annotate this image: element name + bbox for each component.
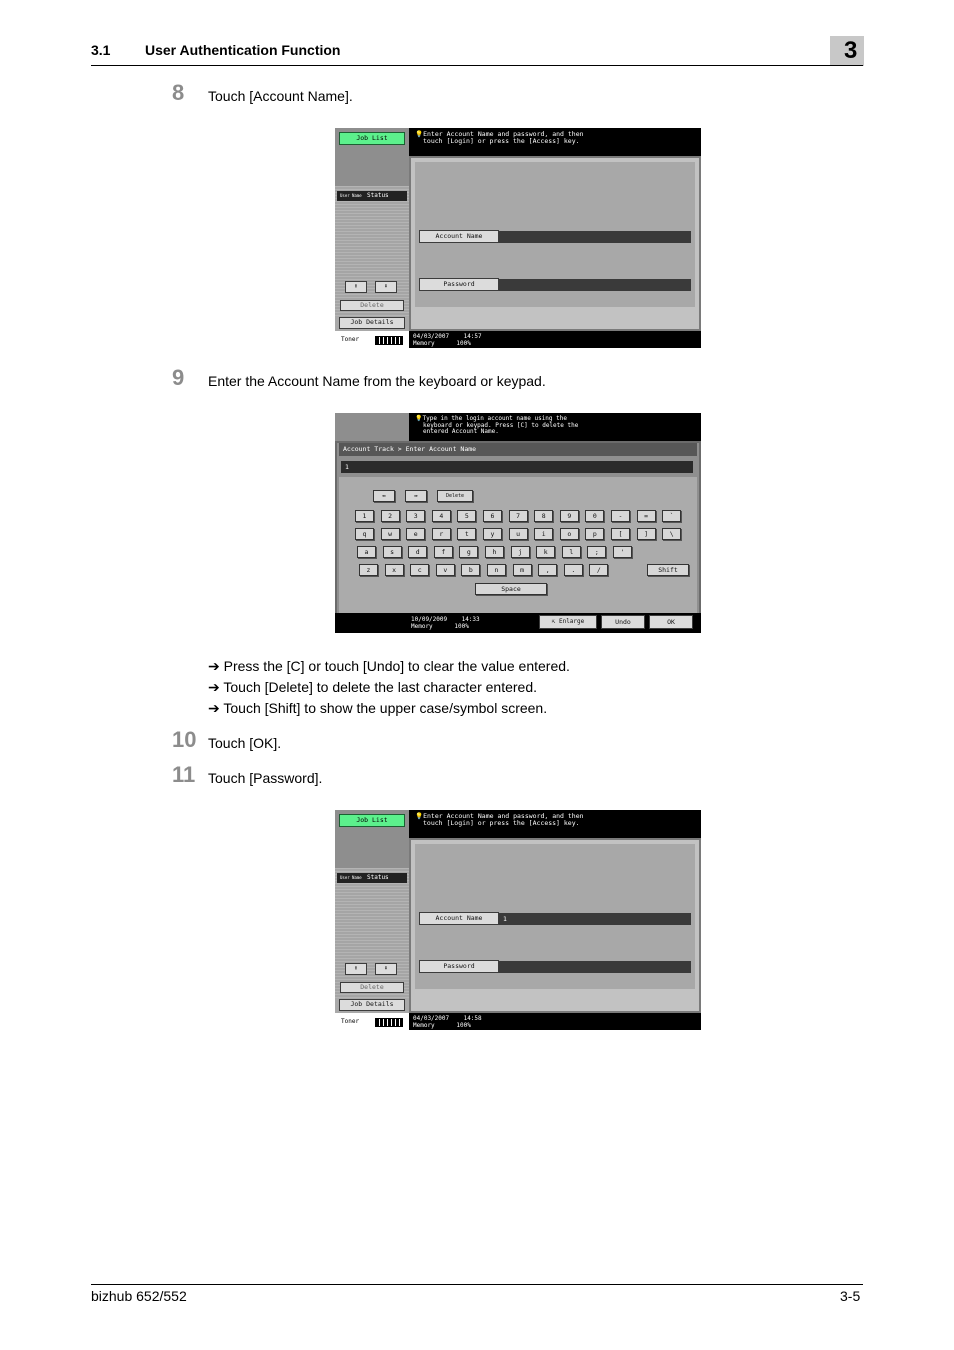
undo-button[interactable]: Undo <box>601 615 645 629</box>
account-name-field[interactable] <box>499 231 691 243</box>
account-name-button[interactable]: Account Name <box>419 230 499 243</box>
arrow-icon: ➔ <box>208 700 220 716</box>
keyboard-key[interactable]: 0 <box>585 510 604 522</box>
message-line: entered Account Name. <box>423 428 499 435</box>
account-name-input[interactable]: 1 <box>341 461 693 473</box>
cursor-right-key[interactable]: ➡ <box>405 490 427 502</box>
memory-label: Memory <box>411 623 433 630</box>
enlarge-button[interactable] <box>539 615 597 629</box>
keyboard-key[interactable]: ' <box>613 546 632 558</box>
keyboard-key[interactable]: , <box>538 564 557 576</box>
toner-indicator <box>335 1013 409 1030</box>
scroll-down-button[interactable]: ⬇ <box>375 281 397 293</box>
time-text: 14:57 <box>463 333 482 340</box>
keyboard-key[interactable]: m <box>513 564 532 576</box>
login-area <box>409 156 701 331</box>
password-field[interactable] <box>499 961 691 973</box>
keyboard-key[interactable]: a <box>357 546 376 558</box>
bulb-icon: 💡 <box>415 415 423 422</box>
section-number: 3.1 <box>91 42 111 58</box>
substep <box>208 679 537 695</box>
message-line: touch [Login] or press the [Access] key. <box>423 819 580 827</box>
user-name-column: User Name <box>340 875 362 880</box>
keyboard-screen <box>335 413 701 633</box>
keyboard-key[interactable]: y <box>483 528 502 540</box>
arrow-icon: ➔ <box>208 679 220 695</box>
keyboard-key[interactable]: 4 <box>432 510 451 522</box>
keyboard-key[interactable]: g <box>459 546 478 558</box>
footer-page-number: 3-5 <box>840 1288 861 1304</box>
message-bar <box>409 810 701 838</box>
step-text: Touch [Password]. <box>208 770 323 786</box>
keyboard-key[interactable]: 9 <box>560 510 579 522</box>
date-text: 10/09/2009 <box>411 616 448 623</box>
keyboard-key[interactable]: q <box>355 528 374 540</box>
keyboard-key[interactable]: p <box>585 528 604 540</box>
step-text: Touch [OK]. <box>208 735 282 751</box>
keyboard-key[interactable]: x <box>385 564 404 576</box>
password-button[interactable]: Password <box>419 278 499 291</box>
toner-level-bar <box>375 336 403 345</box>
footer-product: bizhub 652/552 <box>91 1288 187 1304</box>
message-line: touch [Login] or press the [Access] key. <box>423 137 580 145</box>
keyboard-key[interactable]: 1 <box>355 510 374 522</box>
memory-label: Memory <box>413 340 435 347</box>
memory-value: 100% <box>456 1022 471 1029</box>
message-line: Enter Account Name and password, and then <box>423 812 584 820</box>
keyboard-key[interactable]: o <box>560 528 579 540</box>
left-panel <box>335 128 409 348</box>
chapter-number: 3 <box>844 37 858 64</box>
message-bar <box>409 128 701 156</box>
time-text: 14:33 <box>461 616 480 623</box>
keyboard-key[interactable]: n <box>487 564 506 576</box>
login-screen-1 <box>335 128 701 348</box>
account-name-button[interactable]: Account Name <box>419 912 499 925</box>
login-area <box>409 838 701 1013</box>
password-field[interactable] <box>499 279 691 291</box>
keyboard-key[interactable]: l <box>562 546 581 558</box>
keyboard-key[interactable]: c <box>410 564 429 576</box>
enlarge-label: Enlarge <box>558 618 585 625</box>
bulb-icon: 💡 <box>415 812 424 820</box>
shift-key[interactable]: Shift <box>647 564 689 576</box>
memory-label: Memory <box>413 1022 435 1029</box>
scroll-up-button[interactable]: ⬆ <box>345 963 367 975</box>
bulb-icon: 💡 <box>415 130 424 138</box>
left-panel <box>335 810 409 1030</box>
keyboard-key[interactable]: . <box>564 564 583 576</box>
toner-label: Toner <box>341 336 360 343</box>
password-button[interactable]: Password <box>419 960 499 973</box>
status-bar <box>409 1013 701 1030</box>
message-bar <box>409 413 701 441</box>
user-name-column: User Name <box>340 193 362 198</box>
job-list-button[interactable]: Job List <box>339 814 405 827</box>
keyboard-key[interactable]: v <box>436 564 455 576</box>
keyboard-key[interactable]: ` <box>662 510 681 522</box>
step-text: Touch [Account Name]. <box>208 88 353 104</box>
keyboard-key[interactable]: ] <box>637 528 656 540</box>
keyboard-key[interactable]: 6 <box>483 510 502 522</box>
keyboard-key[interactable]: e <box>406 528 425 540</box>
keyboard-key[interactable]: 3 <box>406 510 425 522</box>
ok-button[interactable]: OK <box>649 615 693 629</box>
keyboard-key[interactable]: \ <box>662 528 681 540</box>
status-column: Status <box>367 192 389 199</box>
keyboard-key[interactable]: u <box>509 528 528 540</box>
keyboard-key[interactable]: 7 <box>509 510 528 522</box>
step-number: 9 <box>172 365 185 390</box>
message-line: Type in the login account name using the <box>422 415 567 422</box>
message-line: Enter Account Name and password, and then <box>423 130 584 138</box>
toner-level-bar <box>375 1018 403 1027</box>
keyboard-key[interactable]: j <box>511 546 530 558</box>
keyboard-key[interactable]: = <box>637 510 656 522</box>
login-screen-2 <box>335 810 701 1030</box>
time-text: 14:58 <box>463 1015 482 1022</box>
header-rule <box>91 65 863 66</box>
breadcrumb: Account Track > Enter Account Name <box>339 443 697 456</box>
substep <box>208 658 570 674</box>
date-text: 04/03/2007 <box>413 1015 450 1022</box>
section-title: User Authentication Function <box>145 42 341 58</box>
job-details-button[interactable]: Job Details <box>339 999 405 1011</box>
job-list-header <box>337 873 407 883</box>
message-line: keyboard or keypad. Press [C] to delete the <box>423 421 579 429</box>
keyboard-key[interactable]: z <box>359 564 378 576</box>
keyboard-key[interactable]: - <box>611 510 630 522</box>
date-text: 04/03/2007 <box>413 333 450 340</box>
step-number: 10 <box>172 727 197 752</box>
keyboard-key[interactable]: ; <box>587 546 606 558</box>
arrow-icon: ➔ <box>208 658 220 674</box>
substep-text: Press the [C] or touch [Undo] to clear the value entered. <box>223 658 570 674</box>
keyboard-key[interactable]: t <box>457 528 476 540</box>
keyboard-key[interactable]: / <box>589 564 608 576</box>
keyboard-key[interactable]: i <box>534 528 553 540</box>
step-text: Enter the Account Name from the keyboard or keypad. <box>208 373 546 389</box>
status-bar <box>335 613 701 633</box>
delete-key[interactable]: Delete <box>437 490 473 502</box>
substep-text: Touch [Delete] to delete the last character entered. <box>223 679 538 695</box>
scroll-up-button[interactable]: ⬆ <box>345 281 367 293</box>
keyboard-key[interactable]: k <box>536 546 555 558</box>
toner-indicator <box>335 331 409 348</box>
step-number: 11 <box>172 762 196 787</box>
memory-value: 100% <box>456 340 471 347</box>
cursor-left-key[interactable]: ⬅ <box>373 490 395 502</box>
job-list-button[interactable]: Job List <box>339 132 405 145</box>
space-key[interactable]: Space <box>475 583 547 595</box>
scroll-down-button[interactable]: ⬇ <box>375 963 397 975</box>
delete-button[interactable]: Delete <box>340 982 404 993</box>
keyboard-key[interactable]: h <box>485 546 504 558</box>
keyboard-key[interactable]: w <box>381 528 400 540</box>
keyboard-key[interactable]: 8 <box>534 510 553 522</box>
keyboard-key[interactable]: 5 <box>457 510 476 522</box>
delete-button[interactable]: Delete <box>340 300 404 311</box>
keyboard-key[interactable]: 2 <box>381 510 400 522</box>
step-number: 8 <box>172 80 185 105</box>
enlarge-icon: ⇱ <box>551 618 559 625</box>
keyboard-key[interactable]: d <box>408 546 427 558</box>
substep-text: Touch [Shift] to show the upper case/symbol screen. <box>223 700 548 716</box>
memory-value: 100% <box>454 623 469 630</box>
job-details-button[interactable]: Job Details <box>339 317 405 329</box>
account-name-field[interactable]: 1 <box>499 913 691 925</box>
toner-label: Toner <box>341 1018 360 1025</box>
keyboard-key[interactable]: s <box>383 546 402 558</box>
keyboard-key[interactable]: [ <box>611 528 630 540</box>
job-list-header <box>337 191 407 201</box>
keyboard-key[interactable]: r <box>432 528 451 540</box>
substep <box>208 700 547 716</box>
footer-rule <box>91 1284 863 1285</box>
status-bar <box>409 331 701 348</box>
keyboard-key[interactable]: b <box>461 564 480 576</box>
status-column: Status <box>367 874 389 881</box>
keyboard-key[interactable]: f <box>434 546 453 558</box>
